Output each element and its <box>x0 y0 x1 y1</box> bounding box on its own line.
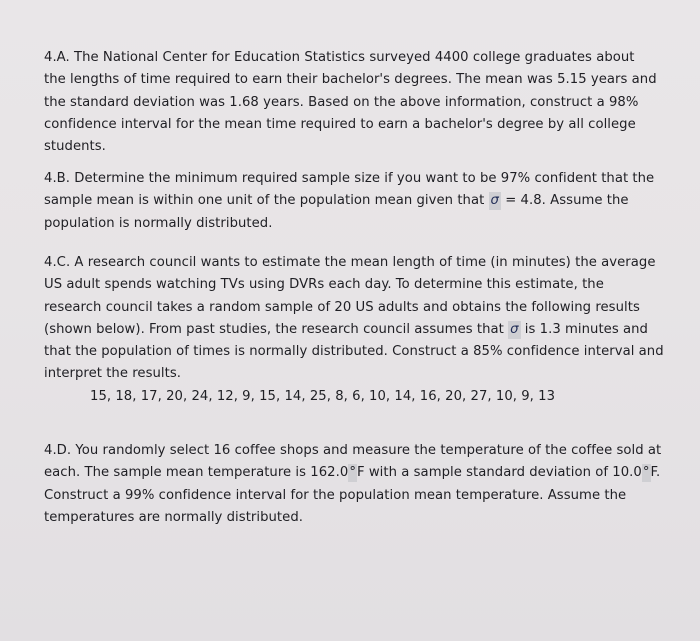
problem-4d <box>44 440 670 529</box>
problem-4c-line-1: 4.C. A research council wants to estimate the mean length of time (in minutes) the average <box>44 255 656 270</box>
problem-4d-line-2-text-b: F with a sample standard deviation of 10.0 <box>356 465 642 481</box>
problem-4a-line-4: confidence interval for the mean time required to earn a bachelor's degree by all college <box>44 116 636 132</box>
problem-4d-line-3: Construct a 99% confidence interval for the population mean temperature. Assume the <box>44 487 627 503</box>
problem-4b-line-2-text-b: = 4.8. Assume the <box>500 193 629 209</box>
problem-4d-line-2 <box>44 462 670 484</box>
sigma-symbol: σ <box>510 321 519 337</box>
problem-4b-line-2 <box>44 190 670 212</box>
degree-symbol: ° <box>349 465 356 481</box>
problem-4c-line-6: interpret the results. <box>44 366 182 382</box>
problem-4c-data-values: 15, 18, 17, 20, 24, 12, 9, 15, 14, 25, 8, 6, 10, 14, 16, 20, 27, 10, 9, 13 <box>90 388 556 404</box>
problem-4d-line-2-text-c: F. <box>650 465 661 481</box>
problem-4b-line-3: population is normally distributed. <box>44 215 273 231</box>
problem-4c-line-2: US adult spends watching TVs using DVRs each day. To determine this estimate, the <box>44 277 604 293</box>
problem-4d-line-2-text-a: each. The sample mean temperature is 162.0 <box>44 465 349 481</box>
problem-4b <box>44 168 670 235</box>
problem-4c-line-4-text-b: is 1.3 minutes and <box>520 321 648 337</box>
problem-4d-line-4: temperatures are normally distributed. <box>44 509 303 525</box>
problem-4a-line-5: students. <box>44 139 106 155</box>
problem-4a-line-2: the lengths of time required to earn their bachelor's degrees. The mean was 5.15 years and <box>44 72 657 88</box>
sigma-symbol: σ <box>490 193 499 209</box>
problem-4a <box>44 47 670 158</box>
problem-4a-line-1: 4.A. The National Center for Education Statistics surveyed 4400 college graduates about <box>44 50 635 65</box>
problem-4c-line-5: that the population of times is normally distributed. Construct a 85% confidence interval and <box>44 344 664 360</box>
problem-4c <box>44 252 670 408</box>
problem-4b-line-2-text-a: sample mean is within one unit of the population mean given that <box>44 193 489 209</box>
degree-symbol: ° <box>642 465 650 481</box>
problem-4c-line-4 <box>44 319 670 341</box>
problem-4a-line-3: the standard deviation was 1.68 years. Based on the above information, construct a 98% <box>44 94 639 110</box>
problem-4c-line-4-text-a: (shown below). From past studies, the research council assumes that <box>44 321 509 337</box>
problem-4b-line-1: 4.B. Determine the minimum required sample size if you want to be 97% confident that the <box>44 171 655 186</box>
problem-4d-line-1: 4.D. You randomly select 16 coffee shops and measure the temperature of the coffee sold at <box>44 443 662 458</box>
problem-4c-line-3: research council takes a random sample of 20 US adults and obtains the following results <box>44 299 640 315</box>
